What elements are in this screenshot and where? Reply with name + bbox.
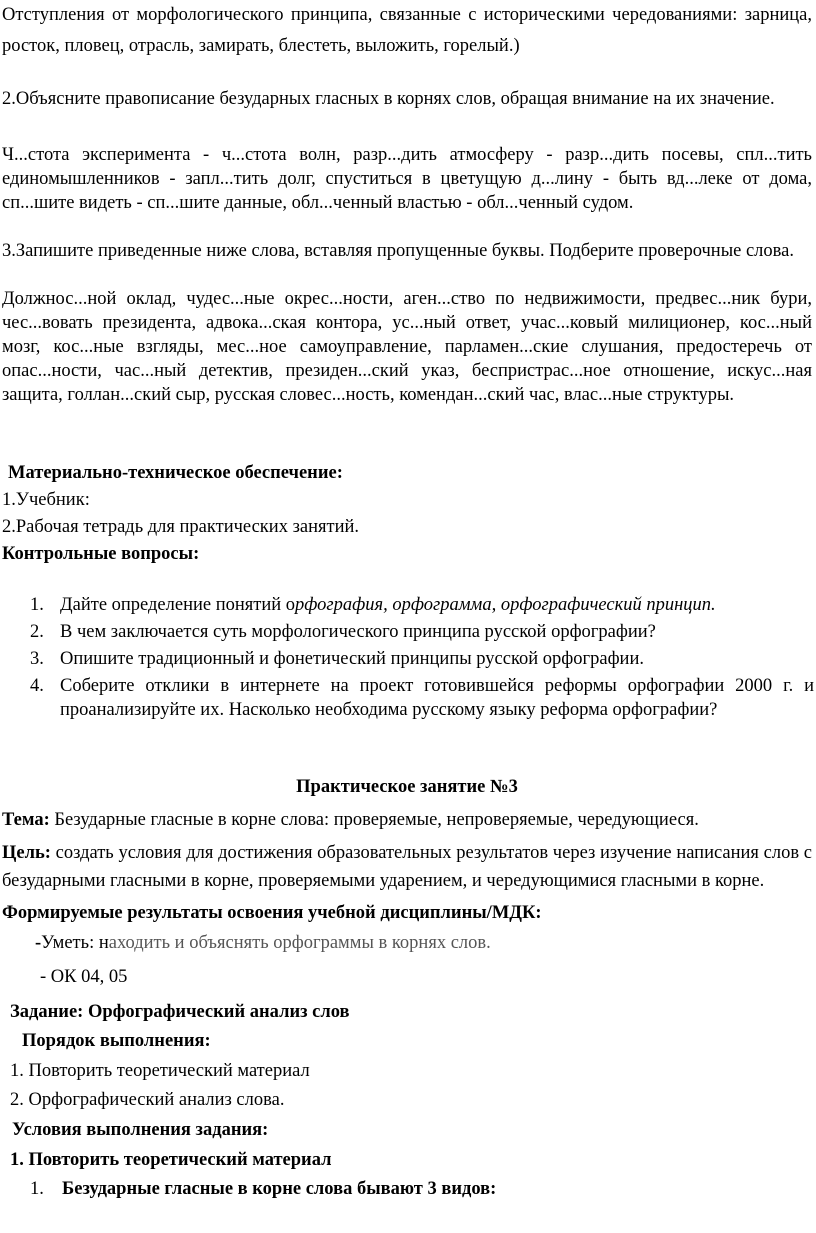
order-item-1: 1. Повторить теоретический материал — [10, 1061, 310, 1081]
lesson-title: Практическое занятие №3 — [296, 777, 518, 797]
list-text-italic: рфография, орфограмма, орфографический принцип. — [295, 595, 716, 615]
task2-text: Ч...стота эксперимента - ч...стота волн, разр...дить атмосферу - разр...дить посевы, спл...тить единомышленников - запл...тить долг, спуститься в цветущую д...лину - быть вд...леке от дома, сп...шите видеть - сп...шите данные, обл...ченный властью - обл...ченный судом. — [2, 145, 812, 213]
list-number: 2. — [30, 622, 44, 642]
materials-heading: Материально-техническое обеспечение: — [8, 463, 343, 483]
list-number: 1. — [30, 595, 44, 615]
list-text: В чем заключается суть морфологического принципа русской орфографии? — [60, 622, 656, 642]
spacer — [0, 407, 814, 461]
list-number: 3. — [30, 649, 44, 669]
list-item — [0, 674, 814, 722]
sub-item-text: Безударные гласные в корне слова бывают 3 видов: — [62, 1179, 497, 1199]
task3-heading: 3.Запишите приведенные ниже слова, вставляя пропущенные буквы. Подберите проверочные слова. — [2, 241, 794, 261]
spacer — [0, 725, 814, 775]
skill-prefix: - — [35, 933, 42, 953]
list-text: Соберите отклики в интернете на проект готовившейся реформы орфографии 2000 г. и проанализируйте их. Насколько необходима русскому языку реформа орфографии? — [60, 676, 814, 720]
task3-text: Должнос...ной оклад, чудес...ные окрес...ности, аген...ство по недвижимости, предвес...ник бури, чес...вовать президента, адвока...ская контора, ус...ный ответ, учас...ковый милиционер, кос...ный мозг, кос...ные взгляды, мес...ное самоуправление, парламен...ские слушания, предостеречь от опас...ности, час...ный детектив, президен...ский указ, беспристрас...ное отношение, искус...ная защита, голлан...ский сыр, русская словес...ность, комендан...ский час, влас...ные структуры. — [2, 289, 812, 405]
intro-paragraph: Отступления от морфологического принципа, связанные с историческими чередованиями: зарница, росток, пловец, отрасль, замирать, блестеть, выложить, горелый.) — [2, 5, 812, 56]
list-item — [0, 620, 814, 644]
list-item — [0, 593, 814, 617]
results-heading: Формируемые результаты освоения учебной дисциплины/МДК: — [2, 903, 542, 923]
spacer — [0, 263, 814, 287]
skill-line — [0, 931, 814, 955]
spacer — [0, 62, 814, 87]
topic-text: Безударные гласные в корне слова: проверяемые, непроверяемые, чередующиеся. — [49, 810, 699, 830]
sub-item-number: 1. — [30, 1179, 44, 1199]
spacer — [0, 215, 814, 239]
topic-label: Тема: — [2, 810, 50, 830]
list-item — [0, 647, 814, 671]
materials-item-1: 1.Учебник: — [2, 490, 90, 510]
spacer — [0, 566, 814, 593]
step1-heading: 1. Повторить теоретический материал — [10, 1150, 332, 1170]
lesson-topic — [0, 808, 814, 832]
task2-heading: 2.Объясните правописание безударных гласных в корнях слов, обращая внимание на их значение. — [2, 89, 775, 109]
spacer — [0, 111, 814, 143]
skill-label: Уметь: н — [41, 933, 109, 953]
lesson-goal — [0, 839, 814, 895]
control-questions-heading: Контрольные вопросы: — [2, 544, 200, 564]
assignment-heading: Задание: Орфографический анализ слов — [10, 1002, 350, 1022]
conditions-heading: Условия выполнения задания: — [12, 1120, 269, 1140]
sub-item — [0, 1177, 814, 1201]
skill-text: аходить и объяснять орфограммы в корнях слов. — [108, 933, 491, 953]
list-text: Опишите традиционный и фонетический принципы русской орфографии. — [60, 649, 644, 669]
order-heading: Порядок выполнения: — [22, 1031, 211, 1051]
list-number: 4. — [30, 676, 44, 696]
order-item-2: 2. Орфографический анализ слова. — [10, 1090, 285, 1110]
goal-text: создать условия для достижения образовательных результатов через изучение написания слов с безударными гласными в корне, проверяемыми ударением, и чередующимися гласными в корне. — [2, 843, 812, 891]
control-questions-list — [0, 593, 814, 722]
materials-item-2: 2.Рабочая тетрадь для практических занятий. — [2, 517, 360, 537]
list-text: Дайте определение понятий о — [60, 595, 296, 615]
ok-line: - ОК 04, 05 — [40, 967, 128, 987]
goal-label: Цель: — [2, 843, 51, 863]
